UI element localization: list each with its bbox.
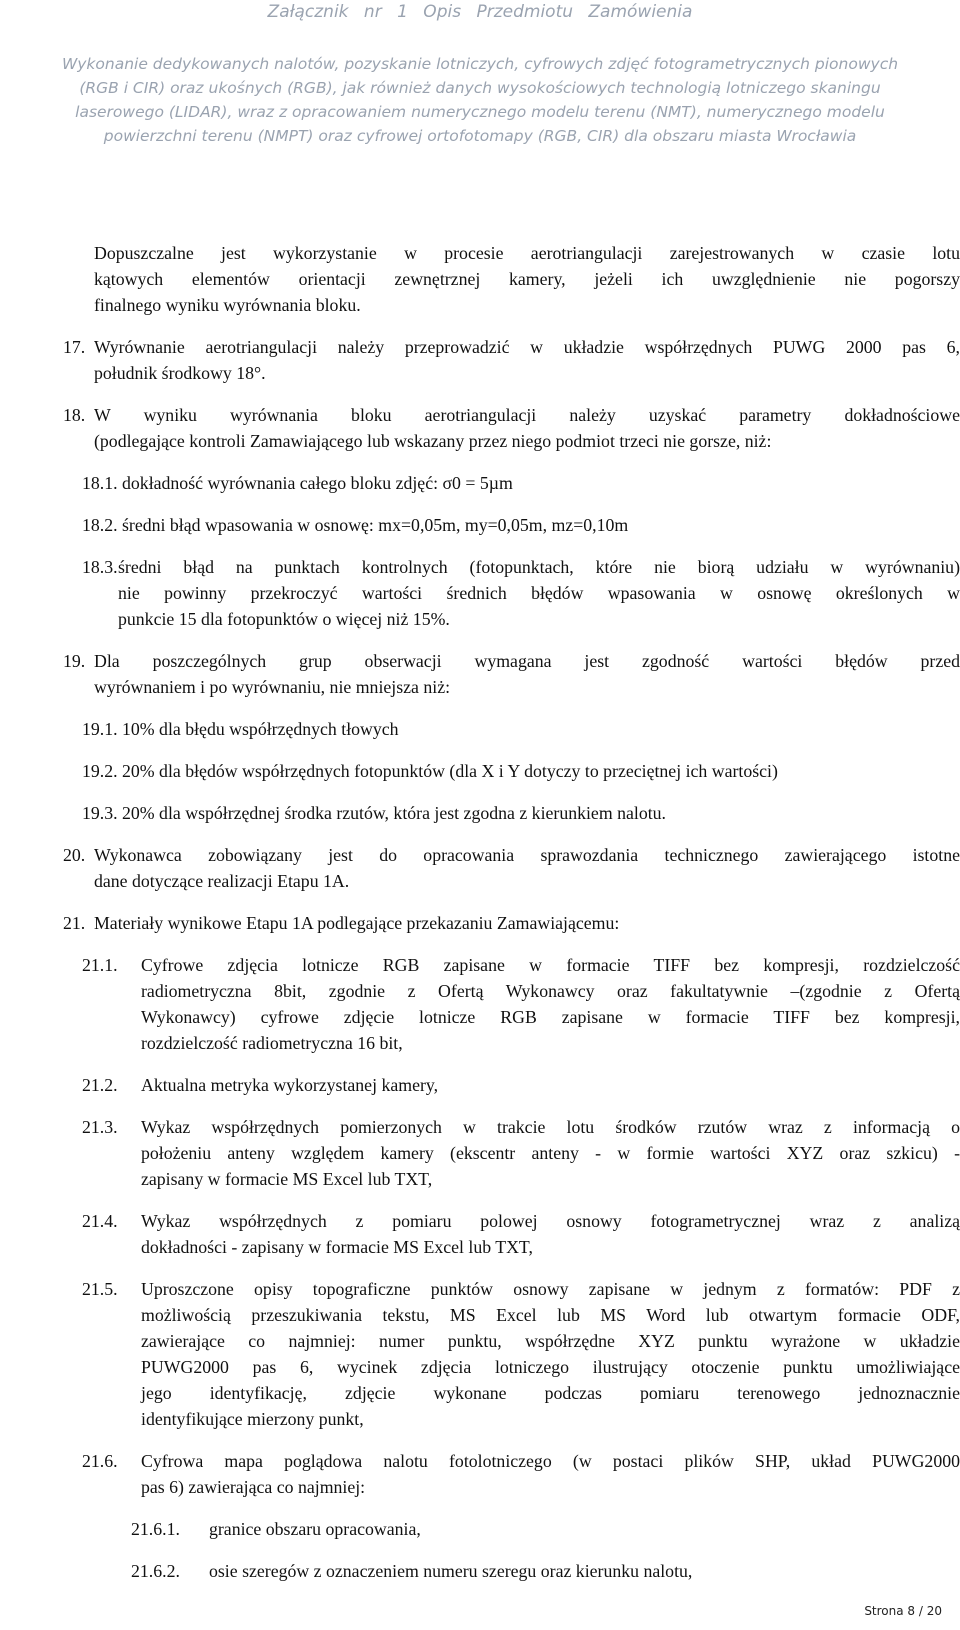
list-item (63, 334, 960, 386)
item-number: 19.2. (82, 761, 118, 781)
text-line: Dla poszczególnych grup obserwacji wymagana jest zgodność wartości błędów przed (94, 651, 960, 671)
subtitle-line: laserowego (LIDAR), wraz z opracowaniem numerycznego modelu terenu (NMT), numerycznego modelu (75, 103, 885, 121)
text-line: Wykaz współrzędnych z pomiaru polowej osnowy fotogrametrycznej wraz z analizą (141, 1211, 960, 1231)
text-line: Cyfrowa mapa poglądowa nalotu fotolotniczego (w postaci plików SHP, układ PUWG2000 (141, 1451, 960, 1471)
text-line: Uproszczone opisy topograficzne punktów osnowy zapisane w jednym z formatów: PDF z (141, 1279, 960, 1299)
item-number: 18.1. (82, 473, 118, 493)
item-text: 20% dla błędów współrzędnych fotopunktów (dla X i Y dotyczy to przeciętnej ich wartości) (122, 761, 778, 781)
subtitle-line: (RGB i CIR) oraz ukośnych (RGB), jak również danych wysokościowych technologią lotniczego skaningu (79, 79, 881, 97)
item-number: 21.6.2. (131, 1561, 180, 1581)
text-line: dane dotyczące realizacji Etapu 1A. (94, 871, 350, 891)
item-text: Materiały wynikowe Etapu 1A podlegające przekazaniu Zamawiającemu: (94, 913, 620, 933)
item-text (141, 952, 960, 1056)
list-item (82, 1276, 960, 1432)
list-item (82, 952, 960, 1056)
item-number: 21. (63, 913, 86, 933)
text-line: identyfikujące mierzony punkt, (141, 1409, 364, 1429)
item-text: średni błąd wpasowania w osnowę: mx=0,05m, my=0,05m, mz=0,10m (122, 515, 629, 535)
list-item (63, 648, 960, 700)
text-line: zapisany w formacie MS Excel lub TXT, (141, 1169, 433, 1189)
list-item (63, 910, 960, 936)
item-text: granice obszaru opracowania, (209, 1519, 421, 1539)
item-text (94, 842, 960, 894)
text-line: nie powinny przekroczyć wartości średnich błędów wpasowania w osnowę określonych w (118, 583, 960, 603)
item-number: 19. (63, 651, 86, 671)
item-text (94, 334, 960, 386)
list-item (82, 512, 960, 538)
text-line: rozdzielczość radiometryczna 16 bit, (141, 1033, 403, 1053)
list-item (131, 1558, 960, 1584)
text-line: W wyniku wyrównania bloku aerotriangulacji należy uzyskać parametry dokładnościowe (94, 405, 960, 425)
text-line: jego identyfikację, zdjęcie wykonane podczas pomiaru terenowego jednoznacznie (141, 1383, 960, 1403)
item-number: 21.2. (82, 1075, 118, 1095)
text-line: dokładności - zapisany w formacie MS Excel lub TXT, (141, 1237, 533, 1257)
text-line: Dopuszczalne jest wykorzystanie w procesie aerotriangulacji zarejestrowanych w czasie lotu (94, 243, 960, 263)
list-item (82, 554, 960, 632)
item-number: 18.3. (82, 557, 118, 577)
text-line: (podlegające kontroli Zamawiającego lub wskazany przez niego podmiot trzeci nie gorsze, niż: (94, 431, 772, 451)
item-text (141, 1276, 960, 1432)
item-text: osie szeregów z oznaczeniem numeru szeregu oraz kierunku nalotu, (209, 1561, 693, 1581)
text-line: pas 6) zawierająca co najmniej: (141, 1477, 366, 1497)
list-item (82, 800, 960, 826)
text-line: finalnego wyniku wyrównania bloku. (94, 295, 361, 315)
item-number: 21.3. (82, 1117, 118, 1137)
list-item (82, 1114, 960, 1192)
text-line: południk środkowy 18°. (94, 363, 266, 383)
text-line: zawierające co najmniej: numer punktu, współrzędne XYZ punktu wyrażone w układzie (141, 1331, 960, 1351)
list-item (82, 1072, 960, 1098)
subtitle-line: Wykonanie dedykowanych nalotów, pozyskanie lotniczych, cyfrowych zdjęć fotogrametrycznych pionowych (61, 55, 899, 73)
item-text: dokładność wyrównania całego bloku zdjęć: σ0 = 5µm (122, 473, 513, 493)
list-item (82, 470, 960, 496)
item-text (141, 1114, 960, 1192)
text-line: Wykonawca zobowiązany jest do opracowania sprawozdania technicznego zawierającego istotne (94, 845, 960, 865)
item-number: 20. (63, 845, 86, 865)
list-item (82, 758, 960, 784)
text-line: Wykonawcy) cyfrowe zdjęcie lotnicze RGB zapisane w formacie TIFF bez kompresji, (141, 1007, 960, 1027)
item-text (94, 648, 960, 700)
text-line: średni błąd na punktach kontrolnych (fotopunktach, które nie biorą udziału w wyrównaniu) (118, 557, 960, 577)
list-item (63, 402, 960, 454)
list-item (82, 716, 960, 742)
text-line: Wykaz współrzędnych pomierzonych w trakcie lotu środków rzutów wraz z informacją o (141, 1117, 960, 1137)
item-number: 21.1. (82, 955, 118, 975)
text-line: Cyfrowe zdjęcia lotnicze RGB zapisane w formacie TIFF bez kompresji, rozdzielczość (141, 955, 960, 975)
item-text (118, 554, 960, 632)
item-number: 21.6.1. (131, 1519, 180, 1539)
item-text: 10% dla błędu współrzędnych tłowych (122, 719, 399, 739)
document-subtitle (0, 52, 960, 148)
subtitle-line: powierzchni terenu (NMPT) oraz cyfrowej ortofotomapy (RGB, CIR) dla obszaru miasta Wrocławia (103, 127, 857, 145)
list-item (63, 842, 960, 894)
document-body (63, 240, 960, 1584)
text-line: wyrównaniem i po wyrównaniu, nie mniejsza niż: (94, 677, 451, 697)
item-number: 21.5. (82, 1279, 118, 1299)
text-line: punkcie 15 dla fotopunktów o więcej niż 15%. (118, 609, 450, 629)
item-text: Aktualna metryka wykorzystanej kamery, (141, 1075, 439, 1095)
text-line: PUWG2000 pas 6, wycinek zdjęcia lotniczego ilustrujący otoczenie punktu umożliwiające (141, 1357, 960, 1377)
item-number: 21.4. (82, 1211, 118, 1231)
item-number: 18.2. (82, 515, 118, 535)
list-item (131, 1516, 960, 1542)
text-line: kątowych elementów orientacji zewnętrznej kamery, jeżeli ich uwzględnienie nie pogorszy (94, 269, 960, 289)
item-text (141, 1208, 960, 1260)
item-number: 17. (63, 337, 86, 357)
page-number: Strona 8 / 20 (864, 1604, 942, 1618)
item-text (141, 1448, 960, 1500)
list-item (82, 1448, 960, 1500)
document-title: Załącznik nr 1 Opis Przedmiotu Zamówienia (267, 2, 693, 22)
item-number: 21.6. (82, 1451, 118, 1471)
text-line: Wyrównanie aerotriangulacji należy przeprowadzić w układzie współrzędnych PUWG 2000 pas 6, (94, 337, 960, 357)
item-text (94, 402, 960, 454)
intro-paragraph (94, 240, 960, 318)
text-line: możliwością przeszukiwania tekstu, MS Excel lub MS Word lub otwartym formacie ODF, (141, 1305, 960, 1325)
text-line: położeniu anteny względem kamery (ekscentr anteny - w formie wartości XYZ oraz szkicu) - (141, 1143, 960, 1163)
text-line: radiometryczna 8bit, zgodnie z Ofertą Wykonawcy oraz fakultatywnie –(zgodnie z Ofertą (141, 981, 960, 1001)
list-item (82, 1208, 960, 1260)
item-number: 18. (63, 405, 86, 425)
item-text: 20% dla współrzędnej środka rzutów, która jest zgodna z kierunkiem nalotu. (122, 803, 666, 823)
item-number: 19.1. (82, 719, 118, 739)
item-number: 19.3. (82, 803, 118, 823)
